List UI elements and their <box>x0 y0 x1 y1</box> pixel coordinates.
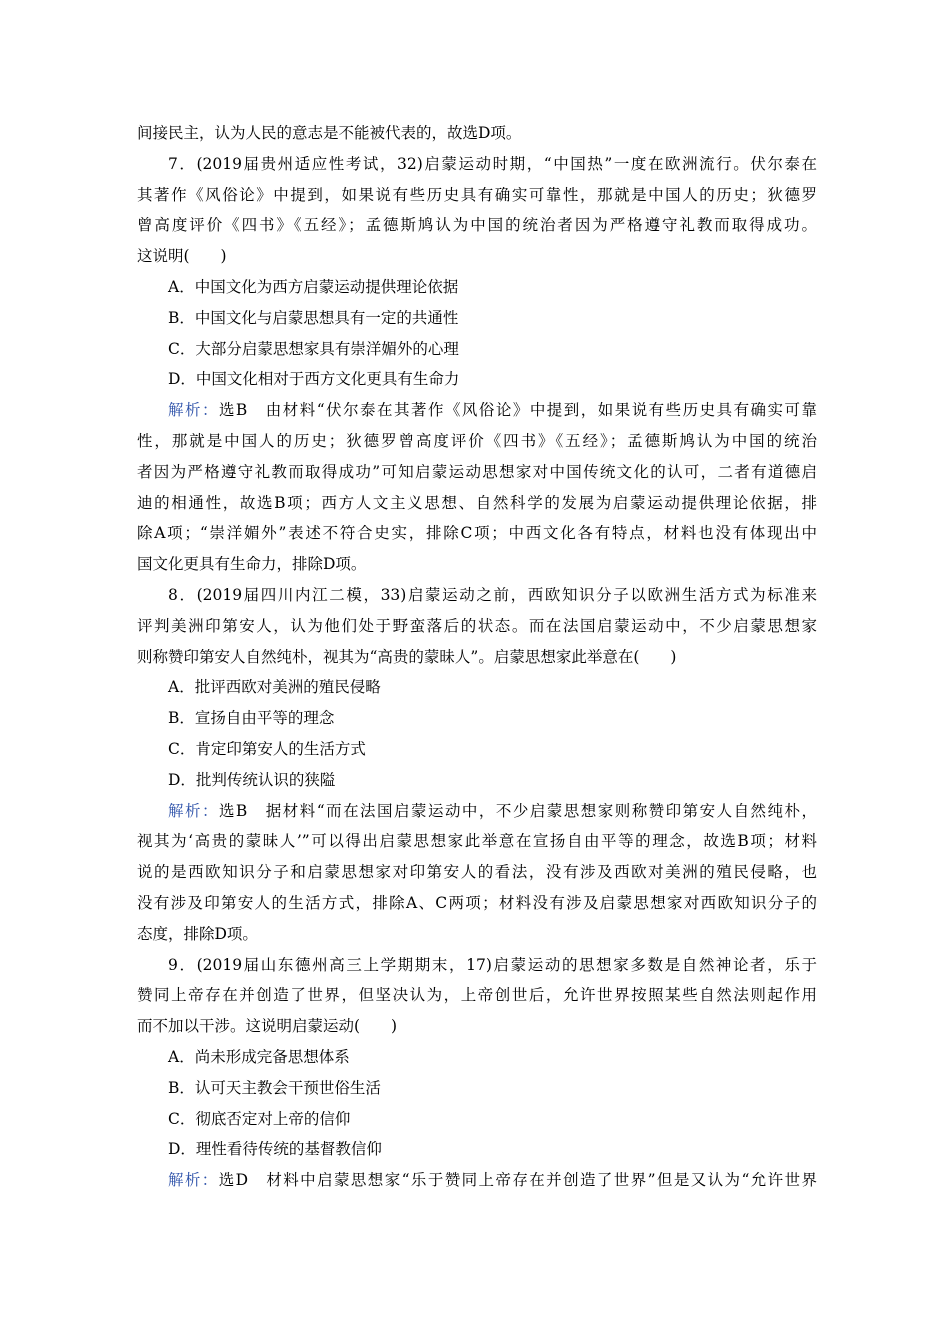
question-stem-line: 8．(2019届四川内江二模，33)启蒙运动之前，西欧知识分子以欧洲生活方式为标准来 <box>168 585 817 604</box>
analysis-line: 性，那就是中国人的历史；狄德罗曾高度评价《四书》《五经》；孟德斯鸠认为中国的统治 <box>137 431 817 450</box>
option-b: B．宣扬自由平等的理念 <box>168 709 335 728</box>
analysis-text: 选D 材料中启蒙思想家“乐于赞同上帝存在并创造了世界”但是又认为“允许世界 <box>218 1171 817 1190</box>
question-stem-line: 赞同上帝存在并创造了世界，但坚决认为，上帝创世后，允许世界按照某些自然法则起作用 <box>137 986 817 1005</box>
analysis-line: 国文化更具有生命力，排除D项。 <box>137 555 367 574</box>
option-d: D．中国文化相对于西方文化更具有生命力 <box>168 370 460 389</box>
analysis-line: 态度，排除D项。 <box>137 924 258 943</box>
question-stem-line: 而不加以干涉。这说明启蒙运动( ) <box>137 1017 398 1036</box>
analysis-continuation: 间接民主，认为人民的意志是不能被代表的，故选D项。 <box>137 124 522 142</box>
option-d: D．批判传统认识的狭隘 <box>168 770 336 789</box>
analysis-line: 者因为严格遵守礼教而取得成功”可知启蒙运动思想家对中国传统文化的认可，二者有道德启 <box>137 462 817 481</box>
analysis-line <box>137 796 817 827</box>
question-7 <box>137 149 817 580</box>
question-8 <box>137 580 817 950</box>
option-b: B．中国文化与启蒙思想具有一定的共通性 <box>168 308 459 327</box>
option-b: B．认可天主教会干预世俗生活 <box>168 1078 381 1097</box>
question-stem-line: 曾高度评价《四书》《五经》；孟德斯鸠认为中国的统治者因为严格遵守礼教而取得成功。 <box>137 216 817 235</box>
option-a: A．中国文化为西方启蒙运动提供理论依据 <box>168 277 459 296</box>
analysis-text: 选B 据材料“而在法国启蒙运动中，不少启蒙思想家则称赞印第安人自然纯朴， <box>218 801 817 820</box>
analysis-label: 解析： <box>168 1171 219 1190</box>
analysis-line: 视其为‘高贵的蒙昧人’”可以得出启蒙思想家此举意在宣扬自由平等的理念，故选B项；材料 <box>137 832 817 851</box>
analysis-label: 解析： <box>168 801 219 820</box>
analysis-label: 解析： <box>168 401 219 420</box>
question-9 <box>137 950 817 1196</box>
question-stem-line: 这说明( ) <box>137 247 227 266</box>
option-c: C．大部分启蒙思想家具有崇洋媚外的心理 <box>168 339 459 358</box>
analysis-line: 没有涉及印第安人的生活方式，排除A、C两项；材料没有涉及启蒙思想家对西欧知识分子的 <box>137 893 817 912</box>
analysis-line <box>137 1165 817 1196</box>
option-a: A．尚未形成完备思想体系 <box>168 1047 350 1066</box>
document-page <box>137 118 817 1196</box>
option-c: C．肯定印第安人的生活方式 <box>168 739 366 758</box>
analysis-line <box>137 395 817 426</box>
analysis-line: 说的是西欧知识分子和启蒙思想家对印第安人的看法，没有涉及西欧对美洲的殖民侵略，也 <box>137 863 817 882</box>
option-d: D．理性看待传统的基督教信仰 <box>168 1140 382 1159</box>
question-stem-line: 其著作《风俗论》中提到，如果说有些历史具有确实可靠性，那就是中国人的历史；狄德罗 <box>137 185 817 204</box>
analysis-line: 迪的相通性，故选B项；西方人文主义思想、自然科学的发展为启蒙运动提供理论依据，排 <box>137 493 817 512</box>
analysis-line: 除A项；“崇洋媚外”表述不符合史实，排除C项；中西文化各有特点，材料也没有体现出中 <box>137 524 817 543</box>
option-a: A．批评西欧对美洲的殖民侵略 <box>168 678 381 697</box>
question-stem-line: 9．(2019届山东德州高三上学期期末，17)启蒙运动的思想家多数是自然神论者，乐于 <box>168 955 817 974</box>
option-c: C．彻底否定对上帝的信仰 <box>168 1109 351 1128</box>
analysis-text: 选B 由材料“伏尔泰在其著作《风俗论》中提到，如果说有些历史具有确实可靠 <box>218 401 817 420</box>
question-stem-line: 评判美洲印第安人，认为他们处于野蛮落后的状态。而在法国启蒙运动中，不少启蒙思想家 <box>137 616 817 635</box>
question-stem-line: 则称赞印第安人自然纯朴，视其为“高贵的蒙昧人”。启蒙思想家此举意在( ) <box>137 647 677 666</box>
question-stem-line: 7．(2019届贵州适应性考试，32)启蒙运动时期，“中国热”一度在欧洲流行。伏尔泰在 <box>168 154 817 173</box>
